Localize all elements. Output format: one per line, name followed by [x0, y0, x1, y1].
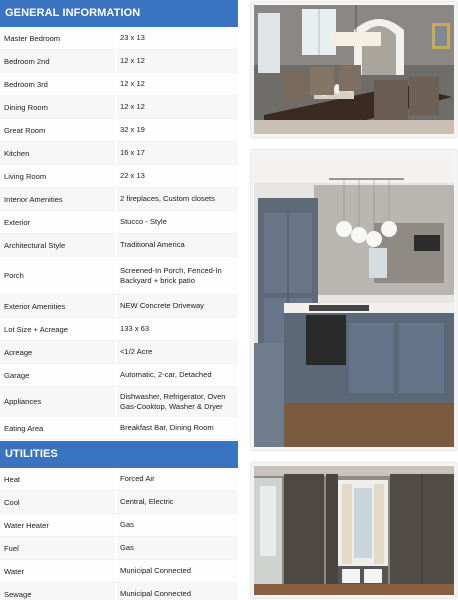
row-label: Master Bedroom	[0, 27, 115, 49]
row-label: Dining Room	[0, 96, 115, 118]
table-row	[0, 364, 238, 387]
table-row	[0, 142, 238, 165]
row-label: Garage	[0, 364, 115, 386]
row-value: 12 x 12	[117, 50, 238, 72]
row-value: Gas	[117, 537, 238, 559]
row-label: Acreage	[0, 341, 115, 363]
table-row	[0, 514, 238, 537]
row-label: Living Room	[0, 165, 115, 187]
row-value: Municipal Connected	[117, 583, 238, 600]
table-row	[0, 50, 238, 73]
row-label: Great Room	[0, 119, 115, 141]
row-label: Interior Amenities	[0, 188, 115, 210]
utilities-header: UTILITIES	[0, 441, 238, 468]
row-label: Fuel	[0, 537, 115, 559]
table-row	[0, 211, 238, 234]
table-row	[0, 318, 238, 341]
table-row	[0, 119, 238, 142]
table-row	[0, 27, 238, 50]
row-label: Sewage	[0, 583, 115, 600]
row-label: Bedroom 2nd	[0, 50, 115, 72]
kitchen-photo	[251, 150, 457, 450]
row-value: Forced Air	[117, 468, 238, 490]
row-label: Cool	[0, 491, 115, 513]
table-row	[0, 341, 238, 364]
row-label: Appliances	[0, 387, 115, 416]
table-row	[0, 188, 238, 211]
row-value: Gas	[117, 514, 238, 536]
row-value: Automatic, 2-car, Detached	[117, 364, 238, 386]
general-information-header: GENERAL INFORMATION	[0, 0, 238, 27]
row-label: Eating Area	[0, 417, 115, 439]
row-value: Screened-In Porch, Fenced-In Backyard + brick patio	[117, 257, 238, 294]
row-label: Heat	[0, 468, 115, 490]
row-value: 16 x 17	[117, 142, 238, 164]
row-value: 12 x 12	[117, 96, 238, 118]
table-row	[0, 468, 238, 491]
row-label: Bedroom 3rd	[0, 73, 115, 95]
table-row	[0, 560, 238, 583]
row-value: 2 fireplaces, Custom closets	[117, 188, 238, 210]
row-value: NEW Concrete Driveway	[117, 295, 238, 317]
general-information-table	[0, 27, 238, 440]
row-value: 133 x 63	[117, 318, 238, 340]
row-value: Breakfast Bar, Dining Room	[117, 417, 238, 439]
table-row	[0, 537, 238, 560]
table-row	[0, 417, 238, 440]
table-row	[0, 257, 238, 295]
closet-photo	[251, 463, 457, 598]
utilities-table	[0, 468, 238, 600]
table-row	[0, 295, 238, 318]
row-value: Traditional America	[117, 234, 238, 256]
row-label: Exterior	[0, 211, 115, 233]
row-label: Kitchen	[0, 142, 115, 164]
row-label: Water	[0, 560, 115, 582]
table-row	[0, 387, 238, 417]
row-value: Central, Electric	[117, 491, 238, 513]
row-value: Municipal Connected	[117, 560, 238, 582]
row-label: Architectural Style	[0, 234, 115, 256]
row-value: Stucco - Style	[117, 211, 238, 233]
row-value: Dishwasher, Refrigerator, Oven Gas-Cooktop, Washer & Dryer	[117, 387, 238, 416]
table-row	[0, 73, 238, 96]
dining-room-photo	[251, 2, 457, 137]
row-label: Exterior Amenities	[0, 295, 115, 317]
row-value: <1/2 Acre	[117, 341, 238, 363]
row-label: Porch	[0, 257, 115, 294]
row-value: 32 x 19	[117, 119, 238, 141]
table-row	[0, 491, 238, 514]
row-value: 12 x 12	[117, 73, 238, 95]
row-label: Water Heater	[0, 514, 115, 536]
row-value: 22 x 13	[117, 165, 238, 187]
row-label: Lot Size + Acreage	[0, 318, 115, 340]
table-row	[0, 96, 238, 119]
table-row	[0, 234, 238, 257]
table-row	[0, 165, 238, 188]
row-value: 23 x 13	[117, 27, 238, 49]
table-row	[0, 583, 238, 600]
